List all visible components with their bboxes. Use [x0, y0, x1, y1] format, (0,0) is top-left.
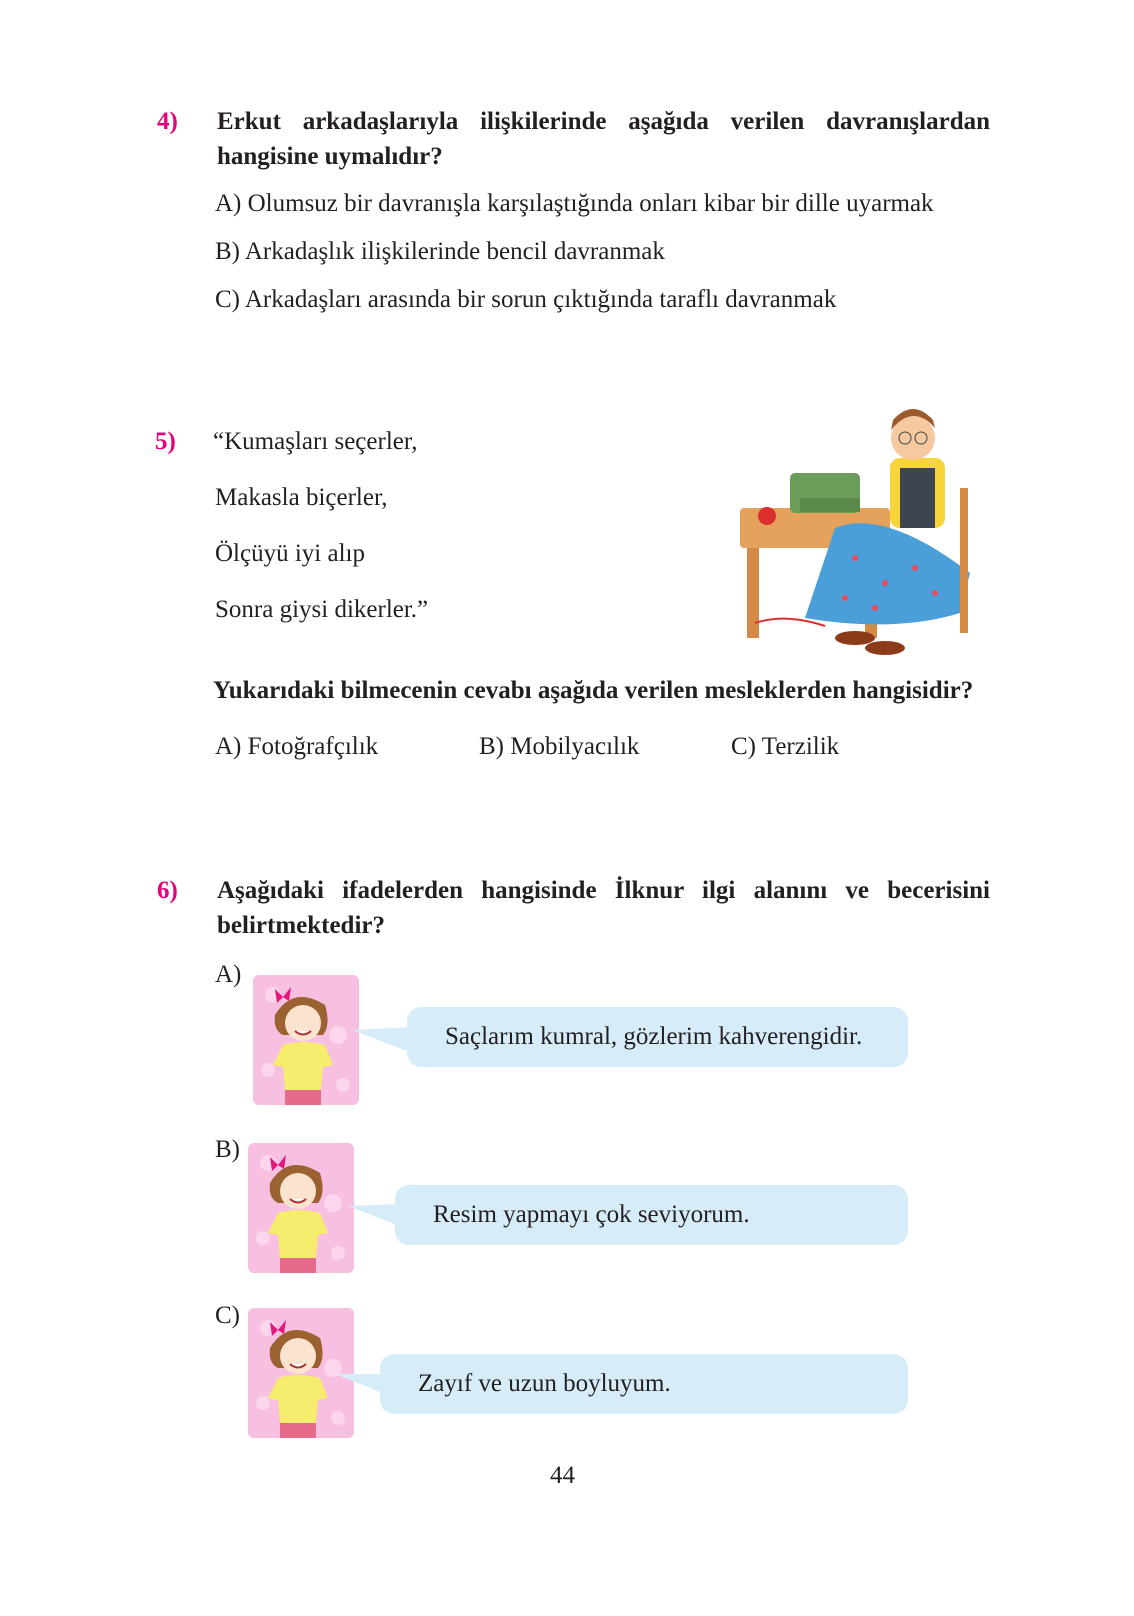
question-5-number: 5): [155, 428, 176, 455]
speech-bubble-option-b[interactable]: [395, 1185, 908, 1245]
question-6-option-b-label[interactable]: B): [215, 1136, 240, 1163]
question-6-option-c-label[interactable]: C): [215, 1302, 240, 1329]
speech-text: Zayıf ve uzun boyluyum.: [418, 1370, 671, 1397]
riddle-line-2: Makasla biçerler,: [215, 484, 388, 511]
girl-avatar-icon: [248, 1143, 354, 1273]
question-5-option-b[interactable]: B) Mobilyacılık: [479, 733, 640, 760]
question-4-option-a[interactable]: A) Olumsuz bir davranışla karşılaştığında onları kibar bir dille uyarmak: [215, 190, 934, 217]
question-4-number: 4): [157, 108, 178, 135]
question-4-option-b[interactable]: B) Arkadaşlık ilişkilerinde bencil davranmak: [215, 238, 665, 265]
question-4-option-c[interactable]: C) Arkadaşları arasında bir sorun çıktığında taraflı davranmak: [215, 286, 837, 313]
speech-bubble-tail: [335, 1372, 385, 1396]
speech-bubble-option-c[interactable]: [380, 1354, 908, 1414]
question-6-number: 6): [157, 877, 178, 904]
speech-bubble-tail: [352, 1025, 412, 1055]
speech-bubble-tail: [348, 1202, 400, 1228]
speech-text: Saçlarım kumral, gözlerim kahverengidir.: [445, 1023, 863, 1050]
riddle-line-4: Sonra giysi dikerler.”: [215, 596, 429, 623]
girl-avatar-icon: [253, 975, 359, 1105]
question-5-option-c[interactable]: C) Terzilik: [731, 733, 840, 760]
speech-text: Resim yapmayı çok seviyorum.: [433, 1201, 750, 1228]
question-5-text: Yukarıdaki bilmecenin cevabı aşağıda verilen mesleklerden hangisidir?: [213, 677, 974, 704]
question-5-option-a[interactable]: A) Fotoğrafçılık: [215, 733, 379, 760]
speech-bubble-option-a[interactable]: [407, 1007, 908, 1067]
question-6-option-a-label[interactable]: A): [215, 961, 242, 988]
page-number: 44: [550, 1462, 575, 1489]
riddle-line-1: “Kumaşları seçerler,: [213, 428, 418, 455]
question-6-text: Aşağıdaki ifadelerden hangisinde İlknur ilgi alanını ve becerisini belirtmektedir?: [217, 877, 990, 939]
riddle-line-3: Ölçüyü iyi alıp: [215, 540, 365, 567]
question-4-text: Erkut arkadaşlarıyla ilişkilerinde aşağıda verilen davranışlardan hangisine uymalıdır?: [217, 108, 990, 170]
tailor-illustration: [735, 398, 980, 668]
